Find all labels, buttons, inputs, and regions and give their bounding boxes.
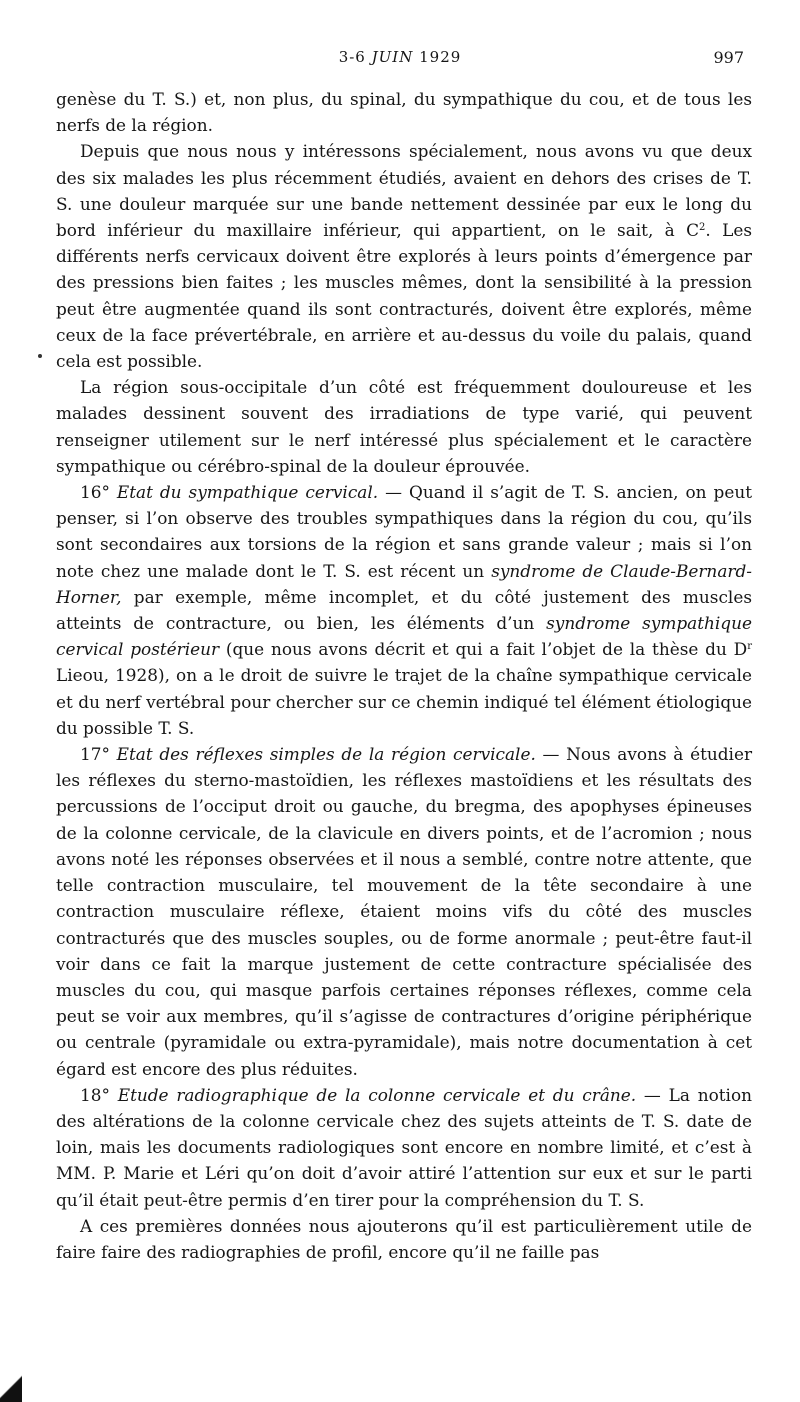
date-prefix: 3-6: [338, 48, 366, 66]
margin-mark: [38, 354, 42, 358]
paragraph-text: (que nous avons décrit et qui a fait l’objet de la thèse du D: [219, 639, 748, 660]
paragraph-text: Depuis que nous nous y intéressons spécialement, nous avons vu que deux des six malades les plus récemment étudiés, avaient en dehors des crises de T. S. une douleur marquée sur une bande nettement dessinée par eux le long du bord inférieur du maxillaire inférieur, qui appartient, on le sait, à C: [56, 141, 752, 241]
superscript: r: [747, 641, 752, 653]
section-title: Etude radiographique de la colonne cervicale et du crâne.: [117, 1084, 637, 1105]
date-year: 1929: [419, 48, 462, 66]
superscript: 2: [699, 222, 706, 234]
section-number: 16°: [80, 482, 110, 503]
paragraph-text: Lieou, 1928), on a le droit de suivre le trajet de la chaîne sympathique cervicale et du nerf vertébral pour chercher sur ce chemin indiqué tel élément étiologique du possible T. S.: [56, 665, 752, 738]
section-18-radiography: [56, 1082, 752, 1213]
paragraph-pain-exploration: [56, 138, 752, 374]
running-head: [0, 48, 800, 72]
scan-corner-mark: [0, 1372, 22, 1402]
section-title: Etat des réflexes simples de la région cervicale.: [116, 744, 536, 765]
paragraph-continuation: genèse du T. S.) et, non plus, du spinal, du sympathique du cou, et de tous les nerfs de la région.: [56, 89, 752, 136]
body-text: [56, 86, 752, 1265]
paragraph-text: — Nous avons à étudier les réflexes du sterno-mastoïdien, les réflexes mastoïdiens et les résultats des percussions de l’occiput droit ou gauche, du bregma, des apophyses épineuses de la colonne cervicale, de la clavicule en divers points, et de l’acromion ; nous avons noté les réponses observées et il nous a semblé, contre notre attente, que telle contraction musculaire, tel mouvement de la tête secondaire à une contraction musculaire réflexe, étaient moins vifs du côté des muscles contracturés que des muscles souples, ou de forme anormale ; peut-être faut-il voir dans ce fait la marque justement de cette contracture spécialisée des muscles du cou, qui masque parfois certaines réponses réflexes, comme cela peut se voir aux membres, qu’il s’agisse de contractures d’origine périphérique ou centrale (pyramidale ou extra-pyramidale), mais notre documentation à cet égard est encore des plus réduites.: [56, 744, 753, 1079]
paragraph-text: . Les différents nerfs cervicaux doivent être explorés à leurs points d’émergence par des pressions bien faites ; les muscles mêmes, dont la sensibilité à la pression peut être augmentée quand ils sont contracturés, doivent être explorés, même ceux de la face prévertébrale, en arrière et au-dessus du voile du palais, quand cela est possible.: [56, 220, 752, 372]
section-16-sympathetic: [56, 479, 752, 741]
section-title: Etat du sympathique cervical.: [116, 482, 379, 503]
page-number: 997: [713, 48, 744, 67]
paragraph-text: — La notion des altérations de la colonne cervicale chez des sujets atteints de T. S. date de loin, mais les documents radiologiques sont encore en nombre limité, et c’est à MM. P. Marie et Léri qu’on doit d’avoir attiré l’attention sur eux et sur le parti qu’il était peut-être permis d’en tirer pour la compréhension du T. S.: [56, 1084, 752, 1210]
paragraph-suboccipital: La région sous-occipitale d’un côté est fréquemment douloureuse et les malades dessinent souvent des irradiations de type varié, qui peuvent renseigner utilement sur le nerf intéressé plus spécialement et le caractère sympathique ou cérébro-spinal de la douleur éprouvée.: [56, 377, 752, 476]
date-month: JUIN: [371, 48, 414, 66]
paragraph-radiographs: A ces premières données nous ajouterons qu’il est particulièrement utile de faire faire des radiographies de profil, encore qu’il ne faille pas: [56, 1215, 752, 1262]
section-number: 18°: [80, 1084, 110, 1105]
italic-term: syndrome de Claude-Bernard-Horner,: [56, 560, 752, 607]
italic-term: syndrome sympathique cervical postérieur: [56, 613, 752, 660]
section-number: 17°: [80, 744, 110, 765]
paragraph-text: par exemple, même incomplet, et du côté justement des muscles atteints de contracture, ou bien, les éléments d’un: [56, 586, 752, 634]
section-17-reflexes: [56, 741, 752, 1082]
issue-date: [0, 48, 800, 66]
paragraph-text: — Quand il s’agit de T. S. ancien, on peut penser, si l’on observe des troubles sympathiques dans la région du cou, qu’ils sont secondaires aux torsions de la région et sans grande valeur ; mais si l’on note chez une malade dont le T. S. est récent un: [56, 482, 752, 581]
